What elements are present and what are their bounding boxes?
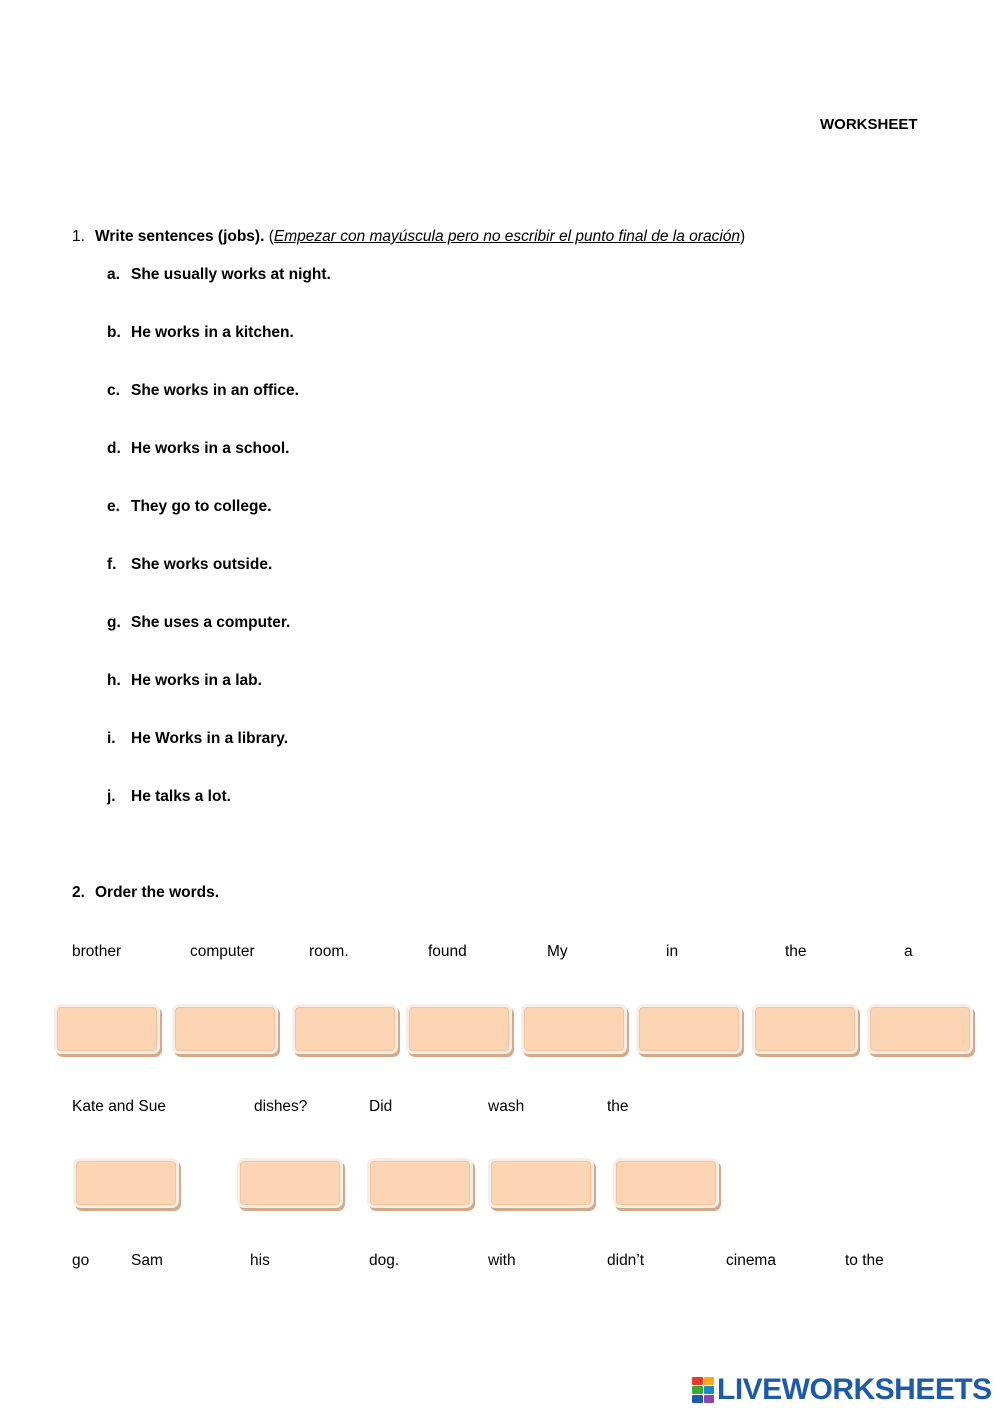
question-1-item-j (107, 788, 231, 806)
item-text: He talks a lot. (131, 788, 231, 805)
item-text: They go to college. (131, 498, 272, 515)
answer-drop-box-1-6[interactable] (636, 1004, 742, 1054)
question-1-item-e (107, 498, 271, 516)
question-1-item-d (107, 440, 290, 458)
word-tile: room. (309, 943, 349, 960)
question-1-item-f (107, 556, 272, 574)
item-letter: a. (107, 266, 120, 283)
question-1-number: 1. (72, 228, 85, 245)
word-tile: Sam (131, 1252, 163, 1269)
word-tile: go (72, 1252, 90, 1269)
answer-drop-box-2-2[interactable] (237, 1158, 343, 1208)
answer-drop-box-1-2[interactable] (172, 1004, 278, 1054)
item-text: He Works in a library. (131, 730, 289, 747)
item-letter: f. (107, 556, 117, 573)
answer-drop-box-2-1[interactable] (73, 1158, 179, 1208)
word-tile: with (488, 1252, 516, 1269)
liveworksheets-logo-icon (692, 1377, 714, 1403)
item-text: She uses a computer. (131, 614, 291, 631)
item-text: He works in a kitchen. (131, 324, 294, 341)
answer-drop-box-2-5[interactable] (613, 1158, 719, 1208)
item-letter: b. (107, 324, 121, 341)
item-letter: h. (107, 672, 121, 689)
open-paren: ( (268, 228, 274, 245)
word-tile: to the (845, 1252, 884, 1269)
question-1-item-h (107, 672, 262, 690)
question-1-item-b (107, 324, 294, 342)
liveworksheets-logo-text: LIVEWORKSHEETS (717, 1373, 992, 1406)
question-2-title: Order the words. (95, 884, 220, 901)
word-tile: My (547, 943, 568, 960)
word-tile: Did (369, 1098, 393, 1115)
question-1-item-a (107, 266, 331, 284)
question-1-heading (72, 228, 745, 246)
word-tile: found (428, 943, 467, 960)
word-tile: didn’t (607, 1252, 645, 1269)
answer-drop-box-1-8[interactable] (867, 1004, 973, 1054)
answer-drop-box-1-7[interactable] (752, 1004, 858, 1054)
close-paren: ) (740, 228, 746, 245)
item-text: She usually works at night. (131, 266, 331, 283)
item-text: She works outside. (131, 556, 273, 573)
item-letter: d. (107, 440, 121, 457)
answer-drop-box-2-4[interactable] (488, 1158, 594, 1208)
item-letter: c. (107, 382, 120, 399)
word-tile: brother (72, 943, 122, 960)
word-tile: wash (488, 1098, 525, 1115)
item-letter: j. (107, 788, 116, 805)
question-1-item-i (107, 730, 288, 748)
word-tile: dishes? (254, 1098, 308, 1115)
word-tile: in (666, 943, 679, 960)
word-tile: dog. (369, 1252, 400, 1269)
question-2-heading (72, 884, 219, 902)
word-tile: a (904, 943, 913, 960)
question-1-title: Write sentences (jobs). (95, 228, 265, 245)
question-1-item-c (107, 382, 299, 400)
answer-drop-box-2-3[interactable] (367, 1158, 473, 1208)
item-letter: g. (107, 614, 121, 631)
word-tile: Kate and Sue (72, 1098, 166, 1115)
word-tile: his (250, 1252, 270, 1269)
item-letter: i. (107, 730, 116, 747)
item-text: He works in a school. (131, 440, 290, 457)
item-text: He works in a lab. (131, 672, 262, 689)
question-1-item-g (107, 614, 290, 632)
word-tile: cinema (726, 1252, 776, 1269)
answer-drop-box-1-1[interactable] (54, 1004, 160, 1054)
answer-drop-box-1-5[interactable] (521, 1004, 627, 1054)
word-tile: computer (190, 943, 255, 960)
answer-drop-box-1-4[interactable] (406, 1004, 512, 1054)
word-tile: the (785, 943, 807, 960)
liveworksheets-logo (692, 1374, 992, 1406)
question-2-number: 2. (72, 884, 85, 901)
item-letter: e. (107, 498, 120, 515)
question-1-instruction-note: Empezar con mayúscula pero no escribir el punto final de la oración (273, 228, 741, 245)
answer-drop-box-1-3[interactable] (292, 1004, 398, 1054)
worksheet-title: WORKSHEET (820, 116, 918, 133)
word-tile: the (607, 1098, 629, 1115)
item-text: She works in an office. (131, 382, 299, 399)
